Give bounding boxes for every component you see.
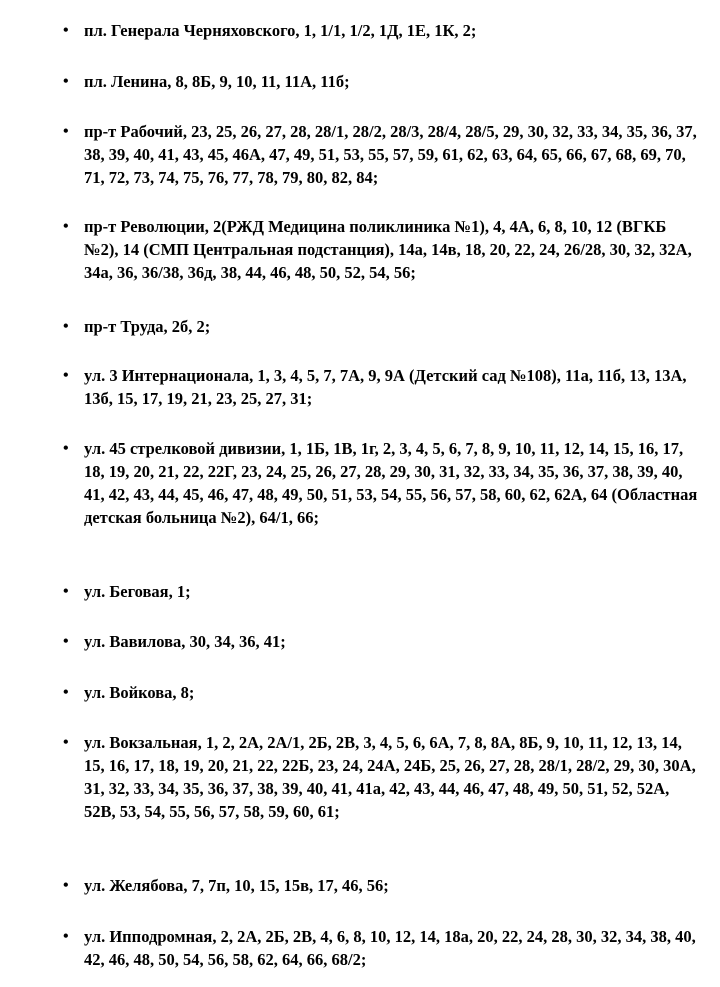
list-item [63, 925, 698, 971]
list-item [63, 70, 698, 93]
list-item [63, 874, 698, 897]
bullet-icon: • [63, 734, 69, 751]
bullet-icon: • [63, 22, 69, 39]
bullet-icon: • [63, 218, 69, 235]
list-item-text: ул. Вокзальная, 1, 2, 2А, 2А/1, 2Б, 2В, 3, 4, 5, 6, 6А, 7, 8, 8А, 8Б, 9, 10, 11, 12, 13, 14, 15, 16, 17, 18, 19, 20, 21, 22, 22Б, 23, 24, 24А, 24Б, 25, 26, 27, 28, 28/1, 28/2, 29, 30, 30А, 31, 32, 33, 34, 35, 36, 37, 38, 39, 40, 41, 41а, 42, 43, 44, 46, 47, 48, 49, 50, 51, 52, 52А, 52В, 53, 54, 55, 56, 57, 58, 59, 60, 61; [84, 733, 696, 821]
list-item-text: ул. Вавилова, 30, 34, 36, 41; [84, 632, 286, 651]
bullet-icon: • [63, 440, 69, 457]
list-item-text: пл. Ленина, 8, 8Б, 9, 10, 11, 11А, 11б; [84, 72, 350, 91]
bullet-icon: • [63, 877, 69, 894]
list-item-text: ул. Беговая, 1; [84, 582, 191, 601]
list-item [63, 681, 698, 704]
list-item [63, 630, 698, 653]
bullet-icon: • [63, 633, 69, 650]
bullet-icon: • [63, 318, 69, 335]
list-item [63, 215, 698, 284]
list-item-text: пр-т Труда, 2б, 2; [84, 317, 211, 336]
list-item-text: ул. 45 стрелковой дивизии, 1, 1Б, 1В, 1г, 2, 3, 4, 5, 6, 7, 8, 9, 10, 11, 12, 14, 15, 16, 17, 18, 19, 20, 21, 22, 22Г, 23, 24, 25, 26, 27, 28, 29, 30, 31, 32, 33, 34, 35, 36, 37, 38, 39, 40, 41, 42, 43, 44, 45, 46, 47, 48, 49, 50, 51, 53, 54, 55, 56, 57, 58, 60, 62, 62А, 64 (Областная детская больница №2), 64/1, 66; [84, 439, 698, 527]
list-item-text: ул. Желябова, 7, 7п, 10, 15, 15в, 17, 46, 56; [84, 876, 389, 895]
list-item [63, 437, 698, 529]
bullet-icon: • [63, 123, 69, 140]
list-item-text: пл. Генерала Черняховского, 1, 1/1, 1/2, 1Д, 1Е, 1К, 2; [84, 21, 477, 40]
list-item-text: ул. Войкова, 8; [84, 683, 195, 702]
list-item [63, 580, 698, 603]
list-item [63, 731, 698, 823]
bullet-icon: • [63, 367, 69, 384]
list-item [63, 120, 698, 189]
list-item-text: пр-т Революции, 2(РЖД Медицина поликлиника №1), 4, 4А, 6, 8, 10, 12 (ВГКБ №2), 14 (СМП Центральная подстанция), 14а, 14в, 18, 20, 22, 24, 26/28, 30, 32, 32А, 34а, 36, 36/38, 36д, 38, 44, 46, 48, 50, 52, 54, 56; [84, 217, 692, 282]
bullet-icon: • [63, 73, 69, 90]
bullet-icon: • [63, 684, 69, 701]
list-item [63, 315, 698, 338]
bullet-icon: • [63, 583, 69, 600]
list-item [63, 364, 698, 410]
list-item-text: ул. Ипподромная, 2, 2А, 2Б, 2В, 4, 6, 8, 10, 12, 14, 18а, 20, 22, 24, 28, 30, 32, 34, 38, 40, 42, 46, 48, 50, 54, 56, 58, 62, 64, 66, 68/2; [84, 927, 696, 969]
list-item-text: пр-т Рабочий, 23, 25, 26, 27, 28, 28/1, 28/2, 28/3, 28/4, 28/5, 29, 30, 32, 33, 34, 35, 36, 37, 38, 39, 40, 41, 43, 45, 46А, 47, 49, 51, 53, 55, 57, 59, 61, 62, 63, 64, 65, 66, 67, 68, 69, 70, 71, 72, 73, 74, 75, 76, 77, 78, 79, 80, 82, 84; [84, 122, 697, 187]
bullet-icon: • [63, 928, 69, 945]
list-item [63, 19, 698, 42]
list-item-text: ул. 3 Интернационала, 1, 3, 4, 5, 7, 7А, 9, 9А (Детский сад №108), 11а, 11б, 13, 13А, 13б, 15, 17, 19, 21, 23, 25, 27, 31; [84, 366, 687, 408]
